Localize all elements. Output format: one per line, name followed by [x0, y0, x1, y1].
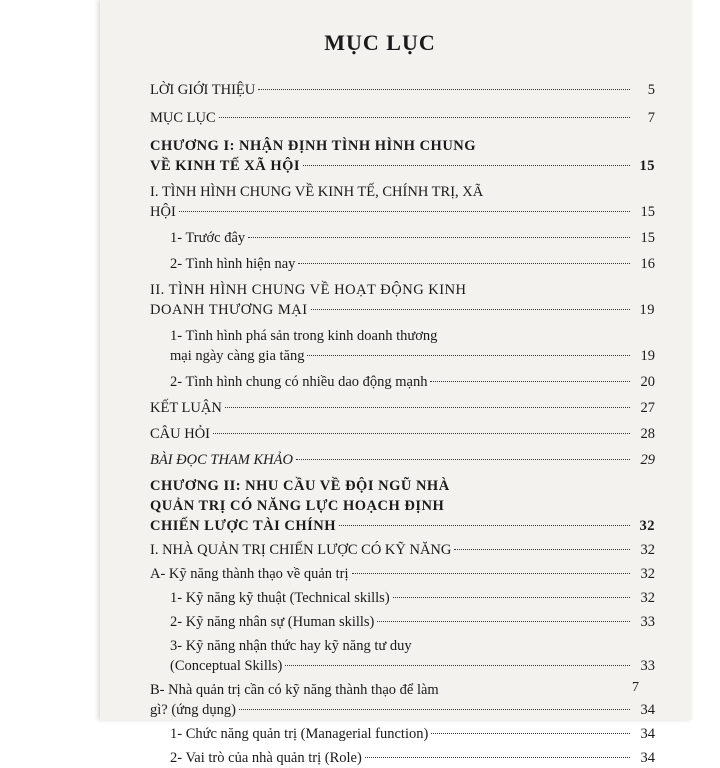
toc-entry-text: DOANH THƯƠNG MẠI [150, 302, 308, 318]
toc-entry [150, 450, 655, 470]
dot-leader [219, 117, 630, 118]
toc-entry [150, 564, 655, 584]
toc-page-number: 15 [640, 204, 655, 220]
toc-page-number: 29 [640, 452, 655, 468]
toc-entry-text: 3- Kỹ năng nhận thức hay kỹ năng tư duy [170, 638, 412, 654]
toc-entry-text: B- Nhà quản trị cần có kỹ năng thành thạo để làm [150, 682, 439, 698]
toc-entry-text: 2- Vai trò của nhà quản trị (Role) [170, 750, 362, 766]
dot-leader [248, 237, 630, 238]
toc-entry-text: mại ngày càng gia tăng [170, 348, 305, 364]
toc-entry [150, 540, 655, 560]
dot-leader [225, 407, 630, 408]
toc-entry [150, 280, 655, 320]
toc-page-number: 19 [639, 302, 655, 318]
toc-entry-text: 1- Trước đây [170, 230, 246, 246]
toc-page-number: 20 [640, 374, 655, 390]
toc-entry [150, 254, 655, 274]
toc-entry-text: (Conceptual Skills) [170, 658, 283, 674]
dot-leader [296, 459, 630, 460]
dot-leader [285, 665, 630, 666]
toc-entry-text: LỜI GIỚI THIỆU [150, 82, 256, 98]
toc-entry-text: 2- Tình hình hiện nay [170, 256, 296, 272]
dot-leader [339, 525, 630, 526]
toc-entry-text: QUẢN TRỊ CÓ NĂNG LỰC HOẠCH ĐỊNH [150, 498, 445, 514]
toc-page-number: 7 [647, 110, 655, 126]
toc-page-number: 32 [640, 566, 655, 582]
dot-leader [307, 355, 630, 356]
toc-entry [150, 80, 655, 100]
toc-entry-text: 1- Tình hình phá sản trong kinh doanh thương [170, 328, 438, 344]
toc-page-number: 33 [640, 614, 655, 630]
dot-leader [377, 621, 630, 622]
toc-entry [150, 588, 655, 608]
toc-entry-text: CHƯƠNG I: NHẬN ĐỊNH TÌNH HÌNH CHUNG [150, 138, 477, 154]
page-title: MỤC LỤC [324, 30, 436, 55]
toc-entry [150, 136, 655, 176]
toc-entry [150, 724, 655, 744]
toc-entry-text: A- Kỹ năng thành thạo về quản trị [150, 566, 349, 582]
toc-page-number: 5 [647, 82, 655, 98]
toc-entry-text: VỀ KINH TẾ XÃ HỘI [150, 158, 301, 174]
dot-leader [311, 309, 630, 310]
table-of-contents [150, 70, 655, 768]
toc-page-number: 34 [640, 726, 655, 742]
dot-leader [303, 165, 630, 166]
dot-leader [239, 709, 630, 710]
dot-leader [213, 433, 630, 434]
toc-entry-text: 1- Kỹ năng kỹ thuật (Technical skills) [170, 590, 390, 606]
toc-page-number: 34 [640, 750, 655, 766]
toc-entry [150, 228, 655, 248]
dot-leader [393, 597, 630, 598]
dot-leader [352, 573, 630, 574]
toc-entry [150, 108, 655, 128]
page-number: 7 [632, 680, 639, 695]
toc-entry-text: II. TÌNH HÌNH CHUNG VỀ HOẠT ĐỘNG KINH [150, 282, 467, 298]
toc-page-number: 27 [640, 400, 655, 416]
toc-entry-text: BÀI ĐỌC THAM KHẢO [150, 452, 293, 468]
toc-entry [150, 476, 655, 536]
toc-page-number: 32 [640, 590, 655, 606]
toc-page-number: 33 [640, 658, 655, 674]
dot-leader [298, 263, 630, 264]
toc-entry [150, 182, 655, 222]
dot-leader [258, 89, 630, 90]
toc-page-number: 34 [640, 702, 655, 718]
toc-page-number: 32 [640, 542, 655, 558]
toc-page-number: 19 [640, 348, 655, 364]
toc-entry-text: gì? (ứng dụng) [150, 702, 236, 718]
toc-entry [150, 372, 655, 392]
dot-leader [179, 211, 630, 212]
toc-entry [150, 612, 655, 632]
toc-entry-text: 2- Kỹ năng nhân sự (Human skills) [170, 614, 375, 630]
toc-entry-text: I. NHÀ QUẢN TRỊ CHIẾN LƯỢC CÓ KỸ NĂNG [150, 542, 452, 558]
toc-page-number: 15 [639, 158, 655, 174]
toc-entry-text: CHƯƠNG II: NHU CẦU VỀ ĐỘI NGŨ NHÀ [150, 478, 450, 494]
toc-entry [150, 424, 655, 444]
toc-page-number: 32 [639, 518, 655, 534]
dot-leader [430, 381, 630, 382]
toc-entry-text: I. TÌNH HÌNH CHUNG VỀ KINH TẾ, CHÍNH TRỊ, XÃ [150, 184, 484, 200]
toc-entry [150, 398, 655, 418]
toc-entry-text: 1- Chức năng quản trị (Managerial function) [170, 726, 429, 742]
dot-leader [365, 757, 630, 758]
toc-page-number: 28 [640, 426, 655, 442]
toc-entry-text: CÂU HỎI [150, 426, 211, 442]
dot-leader [454, 549, 630, 550]
toc-entry [150, 326, 655, 366]
dot-leader [431, 733, 630, 734]
toc-entry [150, 636, 655, 676]
toc-entry-text: 2- Tình hình chung có nhiều dao động mạnh [170, 374, 428, 390]
book-page [100, 0, 692, 766]
toc-entry-text: HỘI [150, 204, 176, 220]
toc-entry-text: MỤC LỤC [150, 110, 216, 126]
toc-entry-text: CHIẾN LƯỢC TÀI CHÍNH [150, 518, 337, 534]
toc-page-number: 16 [640, 256, 655, 272]
toc-entry [150, 680, 655, 720]
toc-page-number: 15 [640, 230, 655, 246]
toc-entry [150, 748, 655, 768]
toc-entry-text: KẾT LUẬN [150, 400, 222, 416]
